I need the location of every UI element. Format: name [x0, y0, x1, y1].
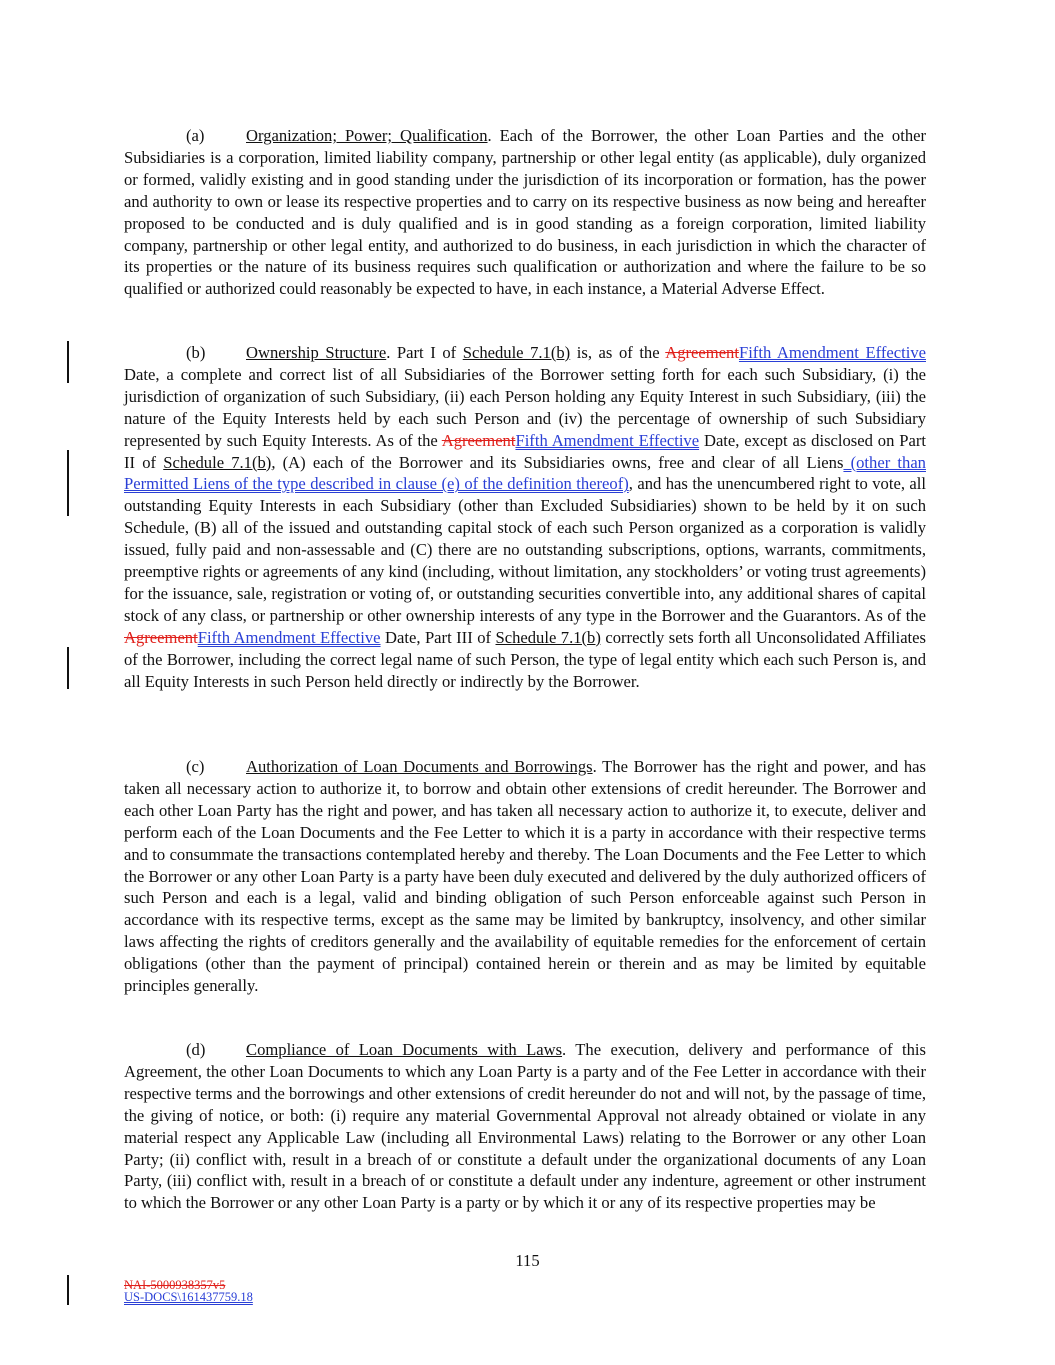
paragraph-text: Date, except as disclosed on Part II of — [124, 430, 926, 472]
paragraph-heading: Authorization of Loan Documents and Borrowings — [246, 757, 593, 776]
change-bar — [67, 341, 69, 383]
paragraph-text: , (A) each of the Borrower and its Subsidiaries owns, free and clear of all Liens — [271, 452, 844, 472]
change-bar — [67, 1275, 69, 1305]
schedule-reference: Schedule 7.1(b) — [163, 452, 272, 472]
deleted-text: Agreement — [665, 343, 739, 362]
paragraph-text: is, as of the — [570, 343, 666, 362]
paragraph-label: (a) — [186, 126, 205, 145]
inserted-text: Fifth Amendment Effective — [197, 627, 381, 647]
paragraph-text: , and has the unencumbered right to vote, all outstanding Equity Interests in each Subsidiary (other than Excluded Subsidiaries) shown to be held by it on such Schedule, (B) all of the issued and outstanding capital stock of each such Person organized as a corporation is validly issued, fully paid and non-assessable and (C) there are no outstanding subscriptions, options, warrants, commitments, preemptive rights or agreements of any kind (including, without limitation, any stockholders’ or voting trust agreements) for the issuance, sale, registration or voting of, or outstanding securities convertible into, any additional shares of capital stock of any class, or partnership or other ownership interests of any type in the Borrower and the Guarantors. As of the — [124, 474, 927, 625]
paragraph-text: . The Borrower has the right and power, and has taken all necessary action to authorize it, to borrow and obtain other extensions of credit hereunder. The Borrower and each other Loan Party has the right and power, and has taken all necessary action to authorize it, to execute, deliver and perform each of the Loan Documents and the Fee Letter to which it is a party in accordance with their respective terms and to consummate the transactions contemplated hereby and thereby. The Loan Documents and the Fee Letter to which the Borrower or any other Loan Party is a party have been duly executed and delivered by the duly authorized officers of such Person and each is a legal, valid and binding obligation of such Person enforceable against such Person in accordance with its respective terms, except as the same may be limited by bankruptcy, insolvency, and other similar laws affecting the rights of creditors generally and the availability of equitable remedies for the enforcement of certain obligations (other than the payment of principal) contained herein or therein and as may be limited by equitable principles generally. — [124, 757, 926, 996]
paragraph-heading: Ownership Structure — [246, 343, 387, 362]
paragraph-label: (d) — [186, 1040, 206, 1059]
doc-id-inserted: US-DOCS\161437759.18 — [124, 1290, 253, 1304]
paragraph-c — [124, 756, 926, 997]
deleted-text: Agreement — [441, 430, 516, 450]
inserted-text: Fifth Amendment Effective — [738, 343, 926, 362]
paragraph-d — [124, 1039, 926, 1214]
paragraph-text: . The execution, delivery and performance of this Agreement, the other Loan Documents to which any Loan Party is a party and of the Fee Letter in accordance with their respective terms and the borrowings and other extensions of credit hereunder do not and will not, by the passage of time, the giving of notice, or both: (i) require any material Governmental Approval not already obtained or violate in any material respect any Applicable Law (including all Environmental Laws) relating to the Borrower or any other Loan Party; (ii) conflict with, result in a breach of or constitute a default under the organizational documents of any Loan Party, (iii) conflict with, result in a breach of or constitute a default under any indenture, agreement or other instrument to which the Borrower or any other Loan Party is a party or by which it or any of its respective properties may be — [124, 1040, 926, 1213]
paragraph-text: . Each of the Borrower, the other Loan Parties and the other Subsidiaries is a corporation, limited liability company, partnership or other legal entity (as applicable), duly organized or formed, validly existing and in good standing under the jurisdiction of its incorporation or formation, has the power and authority to own or lease its respective properties and to carry on its respective business as now being and hereafter proposed to be conducted and is duly qualified and is in good standing as a foreign corporation, limited liability company, partnership or other legal entity, and authorized to do business, in each jurisdiction in which the character of its properties or the nature of its business requires such qualification or authorization and where the failure to be so qualified or authorized could reasonably be expected to have, in each instance, a Material Adverse Effect. — [124, 126, 927, 299]
paragraph-text: . Part I of — [386, 343, 463, 362]
paragraph-a — [124, 125, 926, 300]
paragraph-label: (b) — [186, 343, 206, 362]
paragraph-label: (c) — [186, 757, 205, 776]
schedule-reference: Schedule 7.1(b) — [495, 627, 601, 647]
paragraph-text: Date, Part III of — [380, 627, 496, 647]
inserted-text: Fifth Amendment Effective — [515, 430, 700, 450]
change-bar — [67, 647, 69, 689]
doc-id-deleted: NAI-5000938357v5 — [124, 1278, 226, 1292]
paragraph-text: correctly sets forth all Unconsolidated Affiliates of the Borrower, including the correct legal name of such Person, the type of legal entity which each such Person is, and all Equity Interests in such Person held directly or indirectly by the Borrower. — [124, 627, 926, 691]
inserted-text: (other than Permitted Liens of the type described in clause (e) of the definition thereof) — [124, 452, 926, 494]
paragraph-heading: Compliance of Loan Documents with Laws — [246, 1040, 563, 1059]
paragraph-b — [124, 342, 926, 693]
change-bar — [67, 450, 69, 516]
paragraph-text: Date, a complete and correct list of all Subsidiaries of the Borrower setting forth for each such Subsidiary, (i) the jurisdiction of organization of such Subsidiary, (ii) each Person holding any Equity Interest in such Subsidiary, (iii) the nature of the Equity Interests held by each such Person and (iv) the percentage of ownership of such Subsidiary represented by such Equity Interests. As of the — [124, 364, 926, 450]
deleted-text: Agreement — [124, 627, 198, 647]
page-number: 115 — [515, 1251, 540, 1270]
paragraph-heading: Organization; Power; Qualification — [246, 126, 488, 145]
schedule-reference: Schedule 7.1(b) — [462, 343, 571, 362]
